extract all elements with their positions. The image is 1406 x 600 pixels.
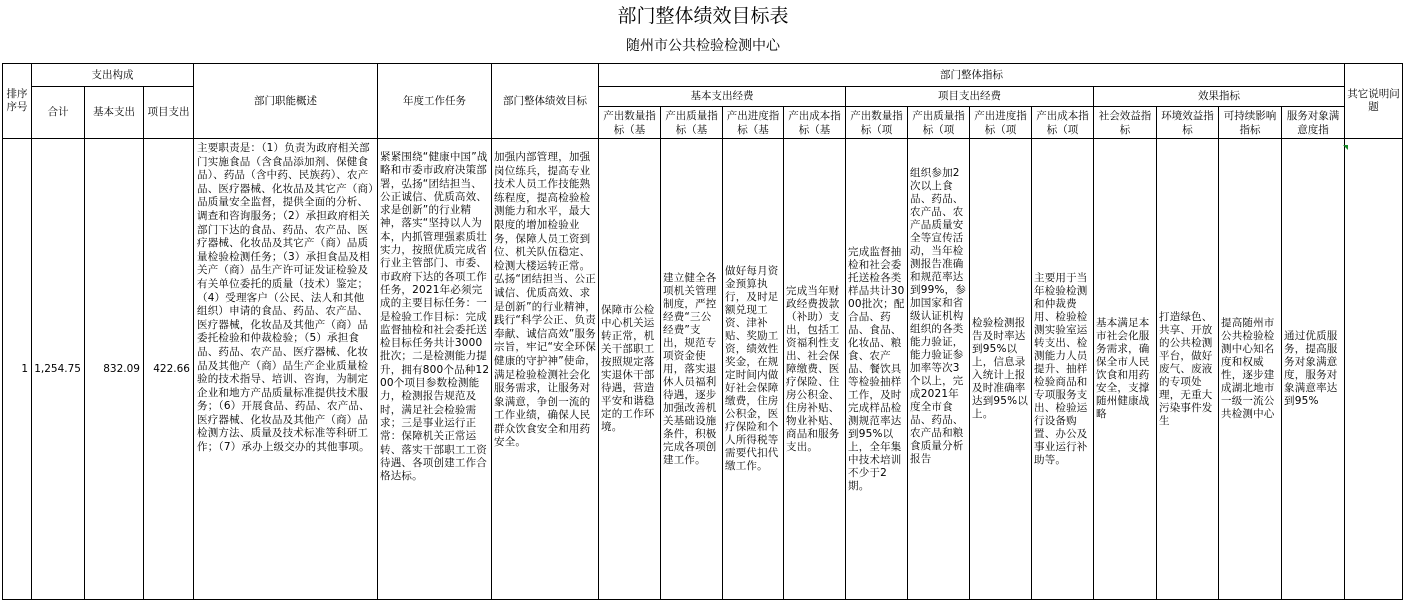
header-total: 合计 bbox=[32, 87, 85, 139]
row-ind8-cell bbox=[1032, 139, 1094, 600]
page-title: 部门整体绩效目标表 bbox=[617, 5, 789, 27]
row-ind2-cell bbox=[661, 139, 723, 600]
subheader-cell bbox=[970, 107, 1032, 139]
subheader-label: 产出成本指标（项 bbox=[1036, 110, 1089, 136]
row-ind1: 保障市公检中心机关运转正常，机关干部职工按照规定落实退休干部待遇，营造平安和谐稳定的工作环境。 bbox=[601, 304, 655, 433]
row-ind4-cell bbox=[784, 139, 846, 600]
subheader-cell bbox=[661, 107, 723, 139]
header-project: 项目支出 bbox=[144, 87, 194, 139]
row-ind12-cell bbox=[1282, 139, 1345, 600]
subheader-label: 社会效益指标 bbox=[1098, 110, 1152, 136]
row-ind11-cell bbox=[1219, 139, 1282, 600]
subheader-label: 产出数量指标（基 bbox=[603, 110, 656, 136]
subheader-cell bbox=[1157, 107, 1219, 139]
row-ind1-cell bbox=[599, 139, 661, 600]
header-effect: 效果指标 bbox=[1094, 87, 1345, 107]
subheader-cell bbox=[846, 107, 908, 139]
row-seq: 1 bbox=[3, 139, 32, 600]
row-ind2: 建立健全各项机关管理制度，严控经费“三公经费”支出，规范专项资金使用，落实退休人员福利待遇，逐步加强改善机关基础设施条件，积极完成各项创建工作。 bbox=[663, 271, 717, 466]
row-ind5-cell bbox=[846, 139, 908, 600]
row-ind3-cell bbox=[723, 139, 784, 600]
header-overall-goal: 部门整体绩效目标 bbox=[492, 64, 599, 139]
row-annual-task-cell bbox=[378, 139, 492, 600]
subheader-cell bbox=[784, 107, 846, 139]
subheader-cell bbox=[1032, 107, 1094, 139]
row-ind12: 通过优质服务，提高服务对象满意度，服务对象满意率达到95% bbox=[1284, 330, 1338, 407]
header-basic-exp: 基本支出经费 bbox=[599, 87, 846, 107]
row-ind10-cell bbox=[1157, 139, 1219, 600]
row-annual-task: 紧紧围绕“健康中国”战略和市委市政府决策部署，弘扬“团结担当、公正诚信、优质高效、求是创新”的行业精神，落实“坚持以人为本，内抓管理强素质壮实力，按照优质完成省行业主管部门、市委、市政府下达的各项工作任务，2021年必须完成的主要目标任务：一是检验工作目标：完成监督抽检和社会委托送检目标任务共计3000批次；二是检测能力提升，拥有800个品种1200个项目参数检测能力，检测报告规范及时，满足社会检验需求；三是事业运行正常：保障机关正常运转、落实干部职工工资待遇、各项创建工作合格达标。 bbox=[380, 151, 490, 483]
row-ind4: 完成当年财政经费拨款（补助）支出，包括工资福利性支出、社会保障缴费、医疗保险、住房公积金、住房补贴、物业补贴、商品和服务支出。 bbox=[786, 284, 840, 453]
subheader-cell bbox=[599, 107, 661, 139]
subheader-cell bbox=[1219, 107, 1282, 139]
row-ind11: 提高随州市公共检验检测中心知名度和权威性，逐步建成湖北地市一级一流公共检测中心 bbox=[1221, 317, 1275, 420]
row-ind8: 主要用于当年检验检测和仲裁费用、检验检测实验室运转支出、检测能力人员提升、抽样检验商品和专项服务支出、检验运行设备购置、办公及事业运行补助等。 bbox=[1034, 271, 1088, 466]
subheader-label: 环境效益指标 bbox=[1161, 110, 1214, 136]
header-annual-task: 年度工作任务 bbox=[378, 64, 492, 139]
header-indicators: 部门整体指标 bbox=[599, 64, 1345, 87]
subheader-cell bbox=[723, 107, 784, 139]
header-duty: 部门职能概述 bbox=[194, 64, 378, 139]
subheader-label: 产出进度指标（基 bbox=[726, 110, 780, 136]
row-overall-goal: 加强内部管理，加强岗位练兵，提高专业技术人员工作技能熟练程度，提高检验检测能力和水平，最大限度的增加检验业务，保障人员工资到位、机关队伍稳定、检测大楼运转正常。弘扬“团结担当、公正诚信、优质高效、求是创新”的行业精神，践行“科学公正、负责奉献、诚信高效”服务宗旨，牢记“安全环保健康的守护神”使命，满足检验检测社会化服务需求，让服务对象满意，争创一流的工作业绩，确保人民群众饮食安全和用药安全。 bbox=[494, 151, 596, 449]
row-basic: 832.09 bbox=[85, 139, 144, 600]
row-ind9: 基本满足本市社会化服务需求，确保全市人民饮食和用药安全，支撑随州健康战略 bbox=[1096, 317, 1150, 420]
subheader-cell bbox=[908, 107, 970, 139]
row-project: 422.66 bbox=[144, 139, 194, 600]
table-row bbox=[3, 139, 1403, 600]
row-overall-goal-cell bbox=[492, 139, 599, 600]
row-ind9-cell bbox=[1094, 139, 1157, 600]
row-ind6-cell bbox=[908, 139, 970, 600]
row-ind10: 打造绿色、共享、开放的公共检测平台，做好废气、废液的专项处理，无重大污染事件发生 bbox=[1159, 310, 1213, 427]
target-table bbox=[2, 63, 1403, 600]
subheader-label: 产出质量指标（项 bbox=[912, 110, 965, 136]
row-ind7: 检验检测报告及时率达到95%以上，信息录入统计上报及时准确率达到95%以上。 bbox=[972, 317, 1029, 420]
subheader-label: 产出质量指标（基 bbox=[665, 110, 718, 136]
header-project-exp: 项目支出经费 bbox=[846, 87, 1094, 107]
subheader-label: 产出数量指标（项 bbox=[850, 110, 903, 136]
header-seq: 排序序号 bbox=[3, 64, 32, 139]
subheader-label: 可持续影响指标 bbox=[1223, 110, 1277, 136]
header-expense-group: 支出构成 bbox=[32, 64, 194, 87]
header-basic: 基本支出 bbox=[85, 87, 144, 139]
row-ind6: 组织参加2次以上食品、药品、农产品、农产品质量安全等宣传活动，当年检测报告准确和规范率达到99%，参加国家和省级认证机构组织的各类能力验证，能力验证参加率等次3个以上，完成2021年度全市食品、药品、农产品和粮食质量分析报告 bbox=[910, 167, 967, 465]
subheader-cell bbox=[1282, 107, 1345, 139]
subheader-label: 服务对象满意度指 bbox=[1286, 110, 1340, 136]
row-ind7-cell bbox=[970, 139, 1032, 600]
subheader-cell bbox=[1094, 107, 1157, 139]
row-ind3: 做好每月资金预算执行，及时足额兑现工资、津补贴、奖励工资，绩效性奖金，在规定时间内做好社会保障缴费，住房公积金，医疗保险和个人所得税等需要代扣代缴工作。 bbox=[725, 265, 779, 472]
row-total: 1,254.75 bbox=[32, 139, 85, 600]
row-other bbox=[1345, 139, 1403, 600]
header-other: 其它说明问题 bbox=[1345, 64, 1403, 139]
row-duty: 主要职责是：（1）负责为政府相关部门实施食品（含食品添加剂、保健食品）、药品（含中药、民族药）、农产品、医疗器械、化妆品及其它产（商）品质量安全监督，提供全面的分析、调查和咨询服务；（2）承担政府相关部门下达的食品、药品、农产品、医疗器械、化妆品及其它产（商）品质量检验检测任务；（3）承担食品及相关产（商）品生产许可证发证检验及有关单位委托的质量（技术）鉴定；（4）受理客户（公民、法人和其他组织）申请的食品、药品、农产品、医疗器械，化妆品及其他产（商）品委托检验和仲裁检验；（5）承担食品、药品、农产品、医疗器械、化妆品及其他产（商）品生产企业质量检验的技术指导、培训、咨询，为制定企业和地方产品质量标准提供技术服务；（6）开展食品、药品、农产品、医疗器械、化妆品及其他产（商）品检测方法、质量及技术标准等科研工作；（7）承办上级交办的其他事项。 bbox=[197, 142, 374, 454]
row-ind5: 完成监督抽检和社会委托送检各类样品共计3000批次；配合品、药品、食品、化妆品、粮食、农产品、餐饮具等检验抽样工作，及时完成样品检测规范率达到95%以上，全年集中技术培训不少于2期。 bbox=[848, 245, 905, 492]
page-subtitle: 随州市公共检验检测中心 bbox=[626, 38, 780, 54]
subheader-label: 产出成本指标（基 bbox=[788, 110, 841, 136]
subheader-label: 产出进度指标（项 bbox=[974, 110, 1027, 136]
row-duty-cell bbox=[194, 139, 378, 600]
comment-marker-icon bbox=[1343, 145, 1348, 150]
